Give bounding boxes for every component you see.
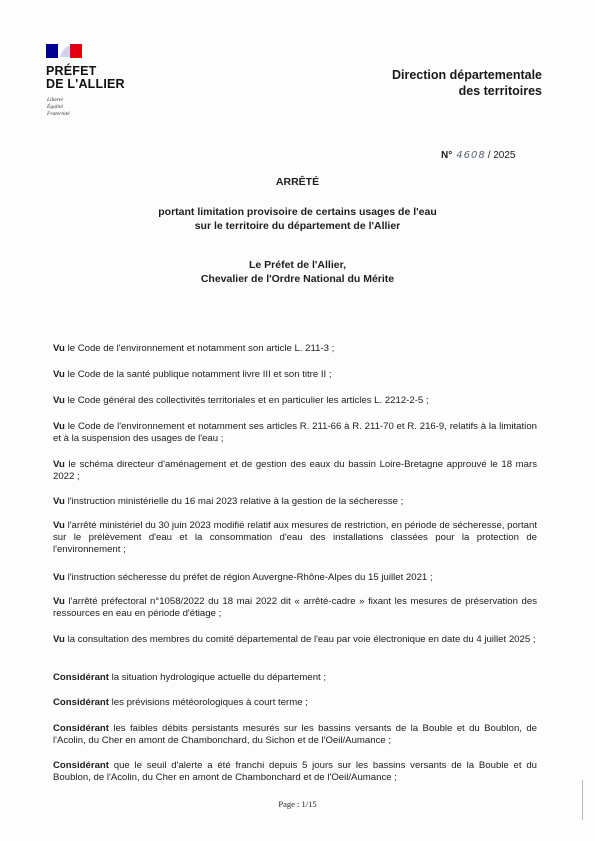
paragraph [53, 343, 537, 355]
prefecture-logo [46, 44, 166, 124]
marianne-flag-icon [46, 44, 82, 58]
paragraph-lead: Considérant [53, 723, 109, 734]
paragraph-lead: Considérant [53, 672, 109, 683]
paragraph-lead: Vu [53, 520, 65, 531]
paragraph-lead: Vu [53, 343, 65, 354]
paragraph-lead: Vu [53, 459, 65, 470]
paragraph-lead: Considérant [53, 697, 109, 708]
subtitle-line-1: portant limitation provisoire de certains usages de l'eau [158, 206, 437, 218]
paragraph-lead: Vu [53, 596, 65, 607]
paragraph-text: la situation hydrologique actuelle du département ; [108, 672, 327, 683]
paragraph [53, 572, 537, 584]
paragraph-text: l'instruction sécheresse du préfet de région Auvergne-Rhône-Alpes du 15 juillet 2021 ; [64, 572, 433, 583]
paragraph [53, 672, 537, 684]
paragraph [53, 634, 537, 646]
motto-liberte: Liberté [47, 97, 63, 103]
paragraph-lead: Vu [53, 395, 65, 406]
paragraph-lead: Vu [53, 369, 65, 380]
paragraph-lead: Vu [53, 421, 65, 432]
logo-line-prefet: PRÉFET [46, 64, 97, 78]
paragraph [53, 760, 537, 784]
motto-fraternite: Fraternité [47, 111, 70, 117]
direction-line-2: des territoires [458, 84, 542, 98]
paragraph-lead: Vu [53, 572, 65, 583]
document-subtitle [0, 206, 595, 233]
logo-line-allier: DE L'ALLIER [46, 77, 125, 91]
paragraph-lead: Vu [53, 634, 65, 645]
paragraph [53, 459, 537, 483]
document-title: ARRÊTÉ [275, 176, 320, 188]
paragraph [53, 496, 537, 508]
prefet-heading [0, 259, 595, 286]
paragraph-lead: Considérant [53, 760, 109, 771]
prefet-line-1: Le Préfet de l'Allier, [248, 259, 347, 271]
issuing-direction [392, 67, 542, 99]
paragraph [53, 421, 537, 445]
paragraph-text: la consultation des membres du comité départemental de l'eau par voie électronique en date du 4 juillet 2025 ; [64, 634, 536, 645]
motto-egalite: Égalité [47, 104, 63, 110]
paragraph [53, 395, 537, 407]
paragraph-lead: Vu [53, 496, 65, 507]
paragraph [53, 520, 537, 556]
subtitle-line-2: sur le territoire du département de l'Allier [194, 219, 401, 232]
paragraph-text: le Code de l'environnement et notamment son article L. 211-3 ; [64, 343, 335, 354]
paragraph [53, 697, 537, 709]
paragraph-text: que le seuil d'alerte a été franchi depuis 5 jours sur les bassins versants de la Bouble et du Boublon, de l'Acolin, du Cher en amont de Chambonchard et de l'Oeil/Aumance ; [53, 760, 537, 783]
paragraph-text: le schéma directeur d'aménagement et de gestion des eaux du bassin Loire-Bretagne approuvé le 18 mars 2022 ; [53, 459, 537, 482]
paragraph-text: le Code de la santé publique notamment livre III et son titre II ; [64, 369, 332, 380]
paragraph-text: le Code de l'environnement et notamment ses articles R. 211-66 à R. 211-70 et R. 216-9, relatifs à la limitation et à la suspension des usages de l'eau ; [53, 421, 537, 444]
arrete-number-year: / 2025 [487, 150, 516, 161]
paragraph-text: l'arrêté ministériel du 30 juin 2023 modifié relatif aux mesures de restriction, en période de sécheresse, portant sur le prélèvement d'eau et la consommation d'eau des installations classées pour la protection de l'environnement ; [53, 520, 537, 555]
arrete-number-handwritten: 4608 [456, 150, 486, 161]
direction-line-1: Direction départementale [391, 68, 542, 82]
paragraph-text: les prévisions météorologiques à court terme ; [108, 697, 308, 708]
arrete-number [441, 150, 516, 161]
paragraph-text: les faibles débits persistants mesurés sur les bassins versants de la Bouble et du Boublon, de l'Acolin, du Cher en amont de Chambonchard, du Sichon et de l'Oeil/Aumance ; [53, 723, 537, 746]
paragraph [53, 723, 537, 747]
paragraph-text: l'instruction ministérielle du 16 mai 2023 relative à la gestion de la sécheresse ; [64, 496, 404, 507]
scan-edge-mark [582, 780, 583, 820]
paragraph-text: l'arrêté préfectoral n°1058/2022 du 18 mai 2022 dit « arrêté-cadre » fixant les mesures de préservation des ressources en eau en période d'étiage ; [53, 596, 537, 619]
paragraph [53, 369, 537, 381]
paragraph-text: le Code général des collectivités territoriales et en particulier les articles L. 2212-2-5 ; [64, 395, 429, 406]
paragraph [53, 596, 537, 620]
prefet-line-2: Chevalier de l'Ordre National du Mérite [200, 272, 395, 285]
arrete-number-prefix: N° [441, 150, 453, 161]
page-number: Page : 1/15 [278, 799, 317, 809]
